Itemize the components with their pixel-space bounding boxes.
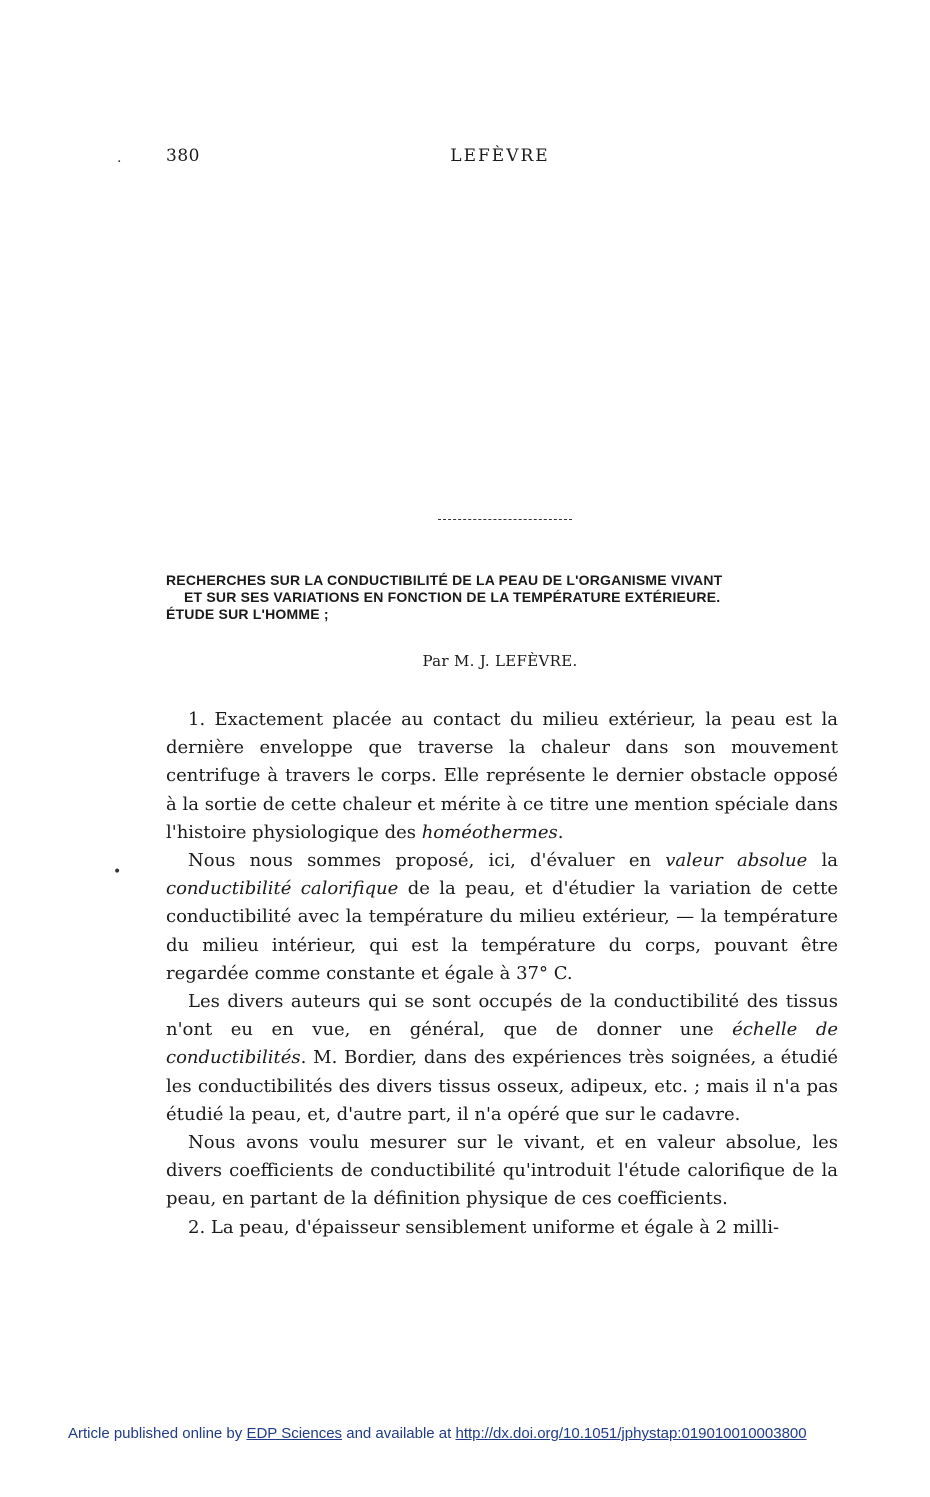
title-line-2: ET SUR SES VARIATIONS EN FONCTION DE LA TEMPÉRATURE EXTÉRIEURE. <box>184 589 721 605</box>
emphasis: échelle de conductibilités <box>166 1019 839 1069</box>
title-line-1: RECHERCHES SUR LA CONDUCTIBILITÉ DE LA PEAU DE L'ORGANISME VIVANT <box>166 572 723 588</box>
paragraph-5: 2. La peau, d'épaisseur sensiblement uniforme et égale à 2 milli- <box>188 1216 780 1238</box>
title-line-3: ÉTUDE SUR L'HOMME ; <box>166 606 329 622</box>
byline: Par M. J. LEFÈVRE. <box>422 652 578 670</box>
margin-dot-mark: • <box>113 864 122 880</box>
footer-notice: Article published online by EDP Sciences and available at http://dx.doi.org/10.1051/jphystap:019010010003800 <box>68 1425 807 1442</box>
article-title <box>166 572 846 623</box>
separator-rule <box>438 519 572 520</box>
publisher-link[interactable]: EDP Sciences <box>246 1425 343 1442</box>
doi-link[interactable]: http://dx.doi.org/10.1051/jphystap:019010010003800 <box>455 1425 807 1442</box>
paragraph-1: 1. Exactement placée au contact du milieu extérieur, la peau est la dernière enveloppe que traverse la chaleur dans son mouvement centrifuge à travers le corps. Elle représente le dernier obstacle opposé à la sortie de cette chaleur et mérite à ce titre une mention spéciale dans l'histoire physiologique des homéothermes. <box>166 709 838 843</box>
body-text <box>166 706 838 1242</box>
emphasis: conductibilité calorifique <box>166 878 399 900</box>
emphasis: valeur absolue <box>665 850 808 872</box>
paragraph-3: Les divers auteurs qui se sont occupés de la conductibilité des tissus n'ont eu en vue, en général, que de donner une échelle de conductibilités. M. Bordier, dans des expériences très soignées, a étudié les conductibilités des divers tissus osseux, adipeux, etc. ; mais il n'a pas étudié la peau, et, d'autre part, il n'a opéré que sur le cadavre. <box>166 991 839 1125</box>
paragraph-4: Nous avons voulu mesurer sur le vivant, et en valeur absolue, les divers coefficients de conductibilité qu'introduit l'étude calorifique de la peau, en partant de la définition physique de ces coefficients. <box>166 1132 838 1210</box>
margin-dot-mark: . <box>117 150 122 166</box>
page-number: 380 <box>166 146 200 166</box>
emphasis: homéothermes <box>421 821 558 843</box>
running-head: LEFÈVRE <box>450 146 550 166</box>
paragraph-2: Nous nous sommes proposé, ici, d'évaluer en valeur absolue la conductibilité calorifique de la peau, et d'étudier la variation de cette conductibilité avec la température du milieu extérieur, — la température du milieu intérieur, qui est la température du corps, pouvant être regardée comme constante et égale à 37° C. <box>166 850 838 984</box>
